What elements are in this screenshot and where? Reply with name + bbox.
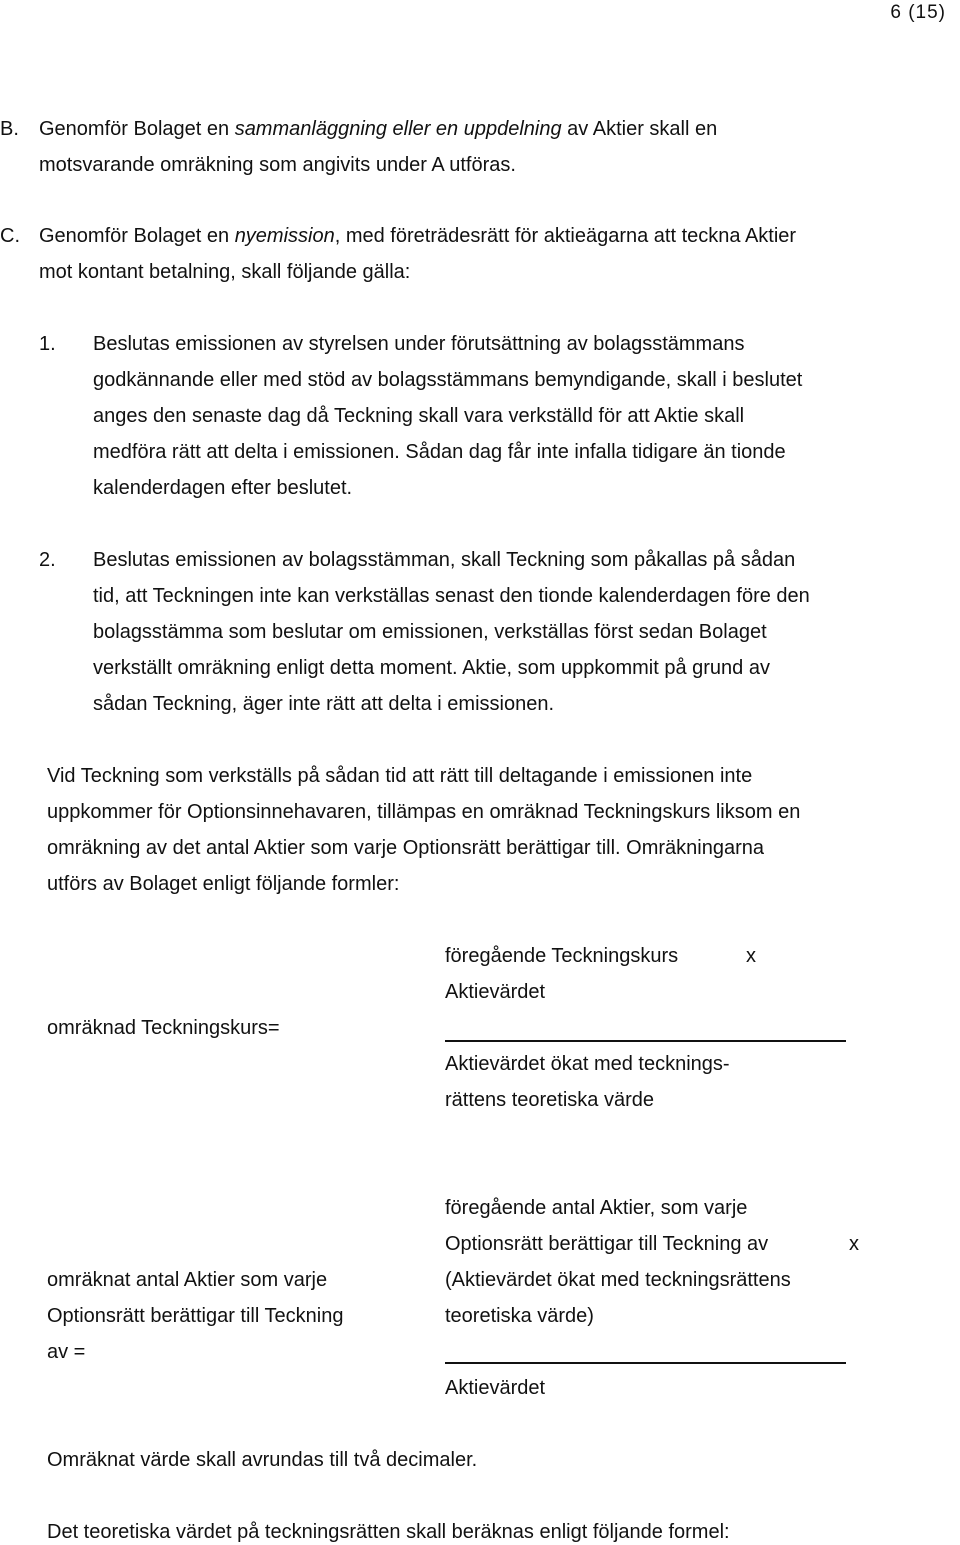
item-1-line: Beslutas emissionen av styrelsen under förutsättning av bolagsstämmans [93, 333, 745, 355]
item-2-line: tid, att Teckningen inte kan verkställas senast den tionde kalenderdagen före den [93, 585, 810, 607]
formula-2-label-line: Optionsrätt berättigar till Teckning [47, 1305, 344, 1327]
section-b-line-2: motsvarande omräkning som angivits under A utföras. [39, 154, 516, 176]
paragraph-line: Vid Teckning som verkställs på sådan tid att rätt till deltagande i emissionen inte [47, 765, 753, 787]
section-b-line-1 [39, 119, 717, 139]
item-2-line: verkställt omräkning enligt detta moment. Aktie, som uppkommit på grund av [93, 657, 770, 679]
text-run: Genomför Bolaget en [39, 118, 235, 140]
formula-2-numerator-line: Optionsrätt berättigar till Teckning av [445, 1233, 769, 1255]
multiply-sign: x [746, 945, 756, 967]
item-1-marker: 1. [39, 333, 56, 355]
rounding-note: Omräknat värde skall avrundas till två decimaler. [47, 1449, 478, 1471]
italic-term: nyemission [234, 225, 335, 247]
formula-2-numerator-line: föregående antal Aktier, som varje [445, 1197, 748, 1219]
text-run: av Aktier skall en [561, 118, 718, 140]
item-1-line: kalenderdagen efter beslutet. [93, 477, 353, 499]
section-c-line-1 [39, 226, 796, 246]
formula-1-numerator-line-1: föregående Teckningskurs [445, 945, 679, 967]
item-2-marker: 2. [39, 549, 56, 571]
formula-2-label-line: omräknat antal Aktier som varje [47, 1269, 328, 1291]
item-2-line: Beslutas emissionen av bolagsstämman, skall Teckning som påkallas på sådan [93, 549, 796, 571]
text-run: Genomför Bolaget en [39, 225, 235, 247]
section-c-marker: C. [0, 225, 20, 247]
item-2-line: sådan Teckning, äger inte rätt att delta i emissionen. [93, 693, 555, 715]
paragraph-line: utförs av Bolaget enligt följande formler: [47, 873, 400, 895]
fraction-bar [445, 1362, 846, 1364]
text-run: , med företrädesrätt för aktieägarna att teckna Aktier [334, 225, 797, 247]
section-c-line-2: mot kontant betalning, skall följande gälla: [39, 261, 411, 283]
paragraph-line: omräkning av det antal Aktier som varje Optionsrätt berättigar till. Omräkningarna [47, 837, 764, 859]
item-2-line: bolagsstämma som beslutar om emissionen, verkställas först sedan Bolaget [93, 621, 767, 643]
closing-line: Det teoretiska värdet på teckningsrätten skall beräknas enligt följande formel: [47, 1521, 730, 1543]
section-b-marker: B. [0, 118, 19, 140]
formula-1-denominator-line-1: Aktievärdet ökat med tecknings- [445, 1053, 730, 1075]
formula-2-numerator-line: teoretiska värde) [445, 1305, 594, 1327]
formula-2-label-line: av = [47, 1341, 86, 1363]
item-1-line: godkännande eller med stöd av bolagsstämmans bemyndigande, skall i beslutet [93, 369, 803, 391]
italic-term: sammanläggning eller en uppdelning [234, 118, 562, 140]
formula-1-numerator-line-2: Aktievärdet [445, 981, 546, 1003]
formula-2-numerator-line: (Aktievärdet ökat med teckningsrättens [445, 1269, 791, 1291]
multiply-sign: x [849, 1233, 859, 1255]
item-1-line: anges den senaste dag då Teckning skall vara verkställd för att Aktie skall [93, 405, 745, 427]
formula-1-label: omräknad Teckningskurs= [47, 1017, 280, 1039]
page-number: 6 (15) [890, 2, 946, 23]
formula-1-denominator-line-2: rättens teoretiska värde [445, 1089, 654, 1111]
item-1-line: medföra rätt att delta i emissionen. Sådan dag får inte infalla tidigare än tionde [93, 441, 786, 463]
fraction-bar [445, 1040, 846, 1042]
paragraph-line: uppkommer för Optionsinnehavaren, tillämpas en omräknad Teckningskurs liksom en [47, 801, 801, 823]
formula-2-denominator: Aktievärdet [445, 1377, 546, 1399]
